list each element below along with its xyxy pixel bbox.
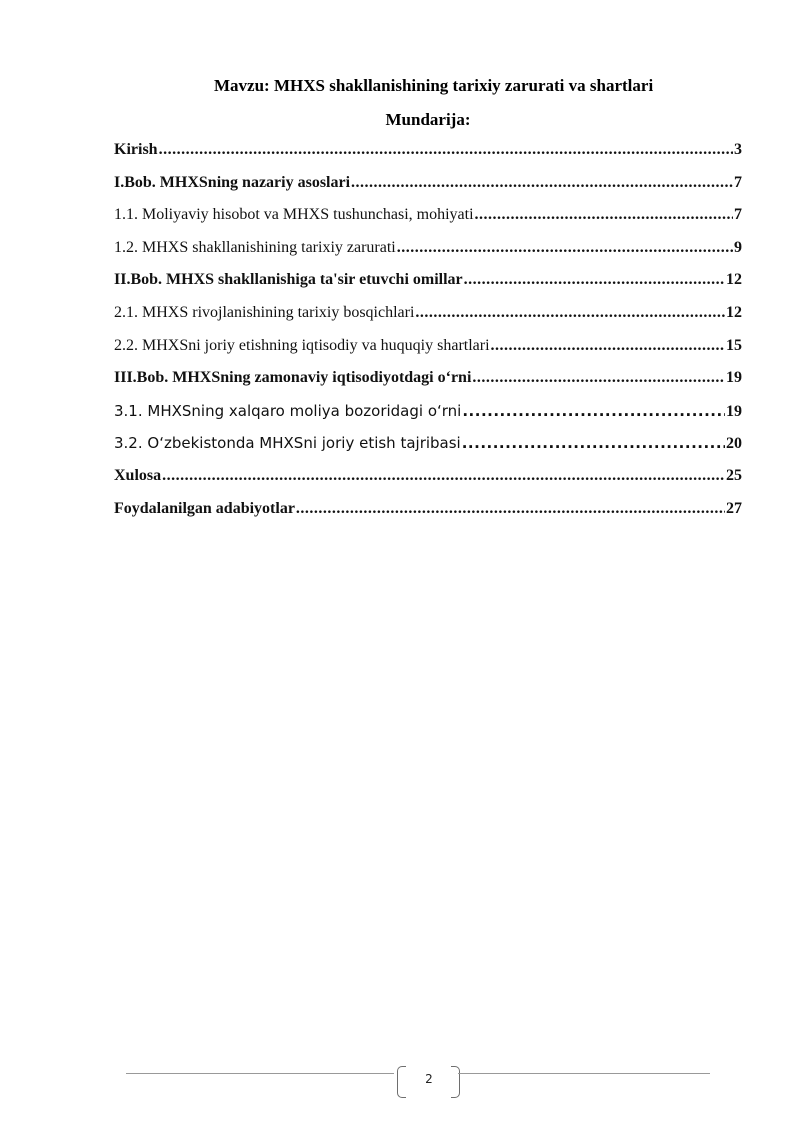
toc-entry-chapter-2[interactable] [114,271,742,304]
table-of-contents [114,141,742,532]
dot-leader [296,500,725,518]
toc-entry-page: 27 [726,499,742,517]
toc-entry-title: 2.2. MHXSni joriy etishning iqtisodiy va huquqiy shartlari [114,336,490,354]
toc-entry-section-2-1[interactable] [114,304,742,337]
toc-entry-title: 2.1. MHXS rivojlanishining tarixiy bosqichlari [114,303,415,321]
page-number: 2 [425,1072,433,1086]
toc-entry-page: 25 [726,466,742,484]
toc-entry-title: Xulosa [114,466,162,484]
dot-leader [462,434,725,452]
toc-entry-title: 1.2. MHXS shakllanishining tarixiy zarurati [114,238,396,256]
toc-entry-chapter-3[interactable] [114,369,742,402]
dot-leader [464,271,725,289]
dot-leader [491,337,725,355]
toc-entry-page: 7 [734,206,742,224]
footer-rule-right [458,1073,710,1074]
toc-entry-section-1-1[interactable] [114,206,742,239]
toc-entry-title: III.Bob. MHXSning zamonaviy iqtisodiyotdagi o‘rni [114,369,472,387]
toc-entry-section-1-2[interactable] [114,239,742,272]
dot-leader [351,174,733,192]
toc-entry-chapter-1[interactable] [114,174,742,207]
toc-entry-title: II.Bob. MHXS shakllanishiga ta'sir etuvchi omillar [114,271,463,289]
dot-leader [475,206,733,224]
toc-entry-introduction[interactable] [114,141,742,174]
dot-leader [397,239,733,257]
dot-leader [462,402,725,420]
toc-entry-section-2-2[interactable] [114,337,742,370]
toc-entry-page: 12 [726,271,742,289]
toc-entry-title: Kirish [114,141,158,158]
footer-bracket-right [451,1066,460,1098]
toc-entry-section-3-2[interactable] [114,434,742,467]
toc-entry-title: 3.2. O‘zbekistonda MHXSni joriy etish tajribasi [114,434,461,453]
toc-entry-page: 7 [734,173,742,191]
toc-entry-page: 19 [726,402,742,420]
footer-bracket-left [397,1066,406,1098]
dot-leader [159,141,733,159]
toc-entry-title: I.Bob. MHXSning nazariy asoslari [114,173,351,191]
toc-entry-page: 20 [726,435,742,453]
toc-entry-title: 3.1. MHXSning xalqaro moliya bozoridagi o‘rni [114,401,462,420]
toc-entry-page: 12 [726,303,742,321]
toc-entry-page: 3 [734,141,742,158]
toc-entry-section-3-1[interactable] [114,402,742,435]
toc-entry-references[interactable] [114,500,742,533]
toc-entry-page: 9 [734,238,742,256]
dot-leader [472,369,725,387]
toc-entry-title: 1.1. Moliyaviy hisobot va MHXS tushunchasi, mohiyati [114,206,474,224]
dot-leader [162,467,725,485]
toc-entry-conclusion[interactable] [114,467,742,500]
toc-entry-page: 15 [726,336,742,354]
toc-entry-page: 19 [726,369,742,387]
contents-heading: Mundarija: [385,110,471,129]
topic-title: Mavzu: MHXS shakllanishining tarixiy zarurati va shartlari [214,76,654,95]
dot-leader [415,304,725,322]
toc-entry-title: Foydalanilgan adabiyotlar [114,499,295,517]
footer-rule-left [126,1073,394,1074]
